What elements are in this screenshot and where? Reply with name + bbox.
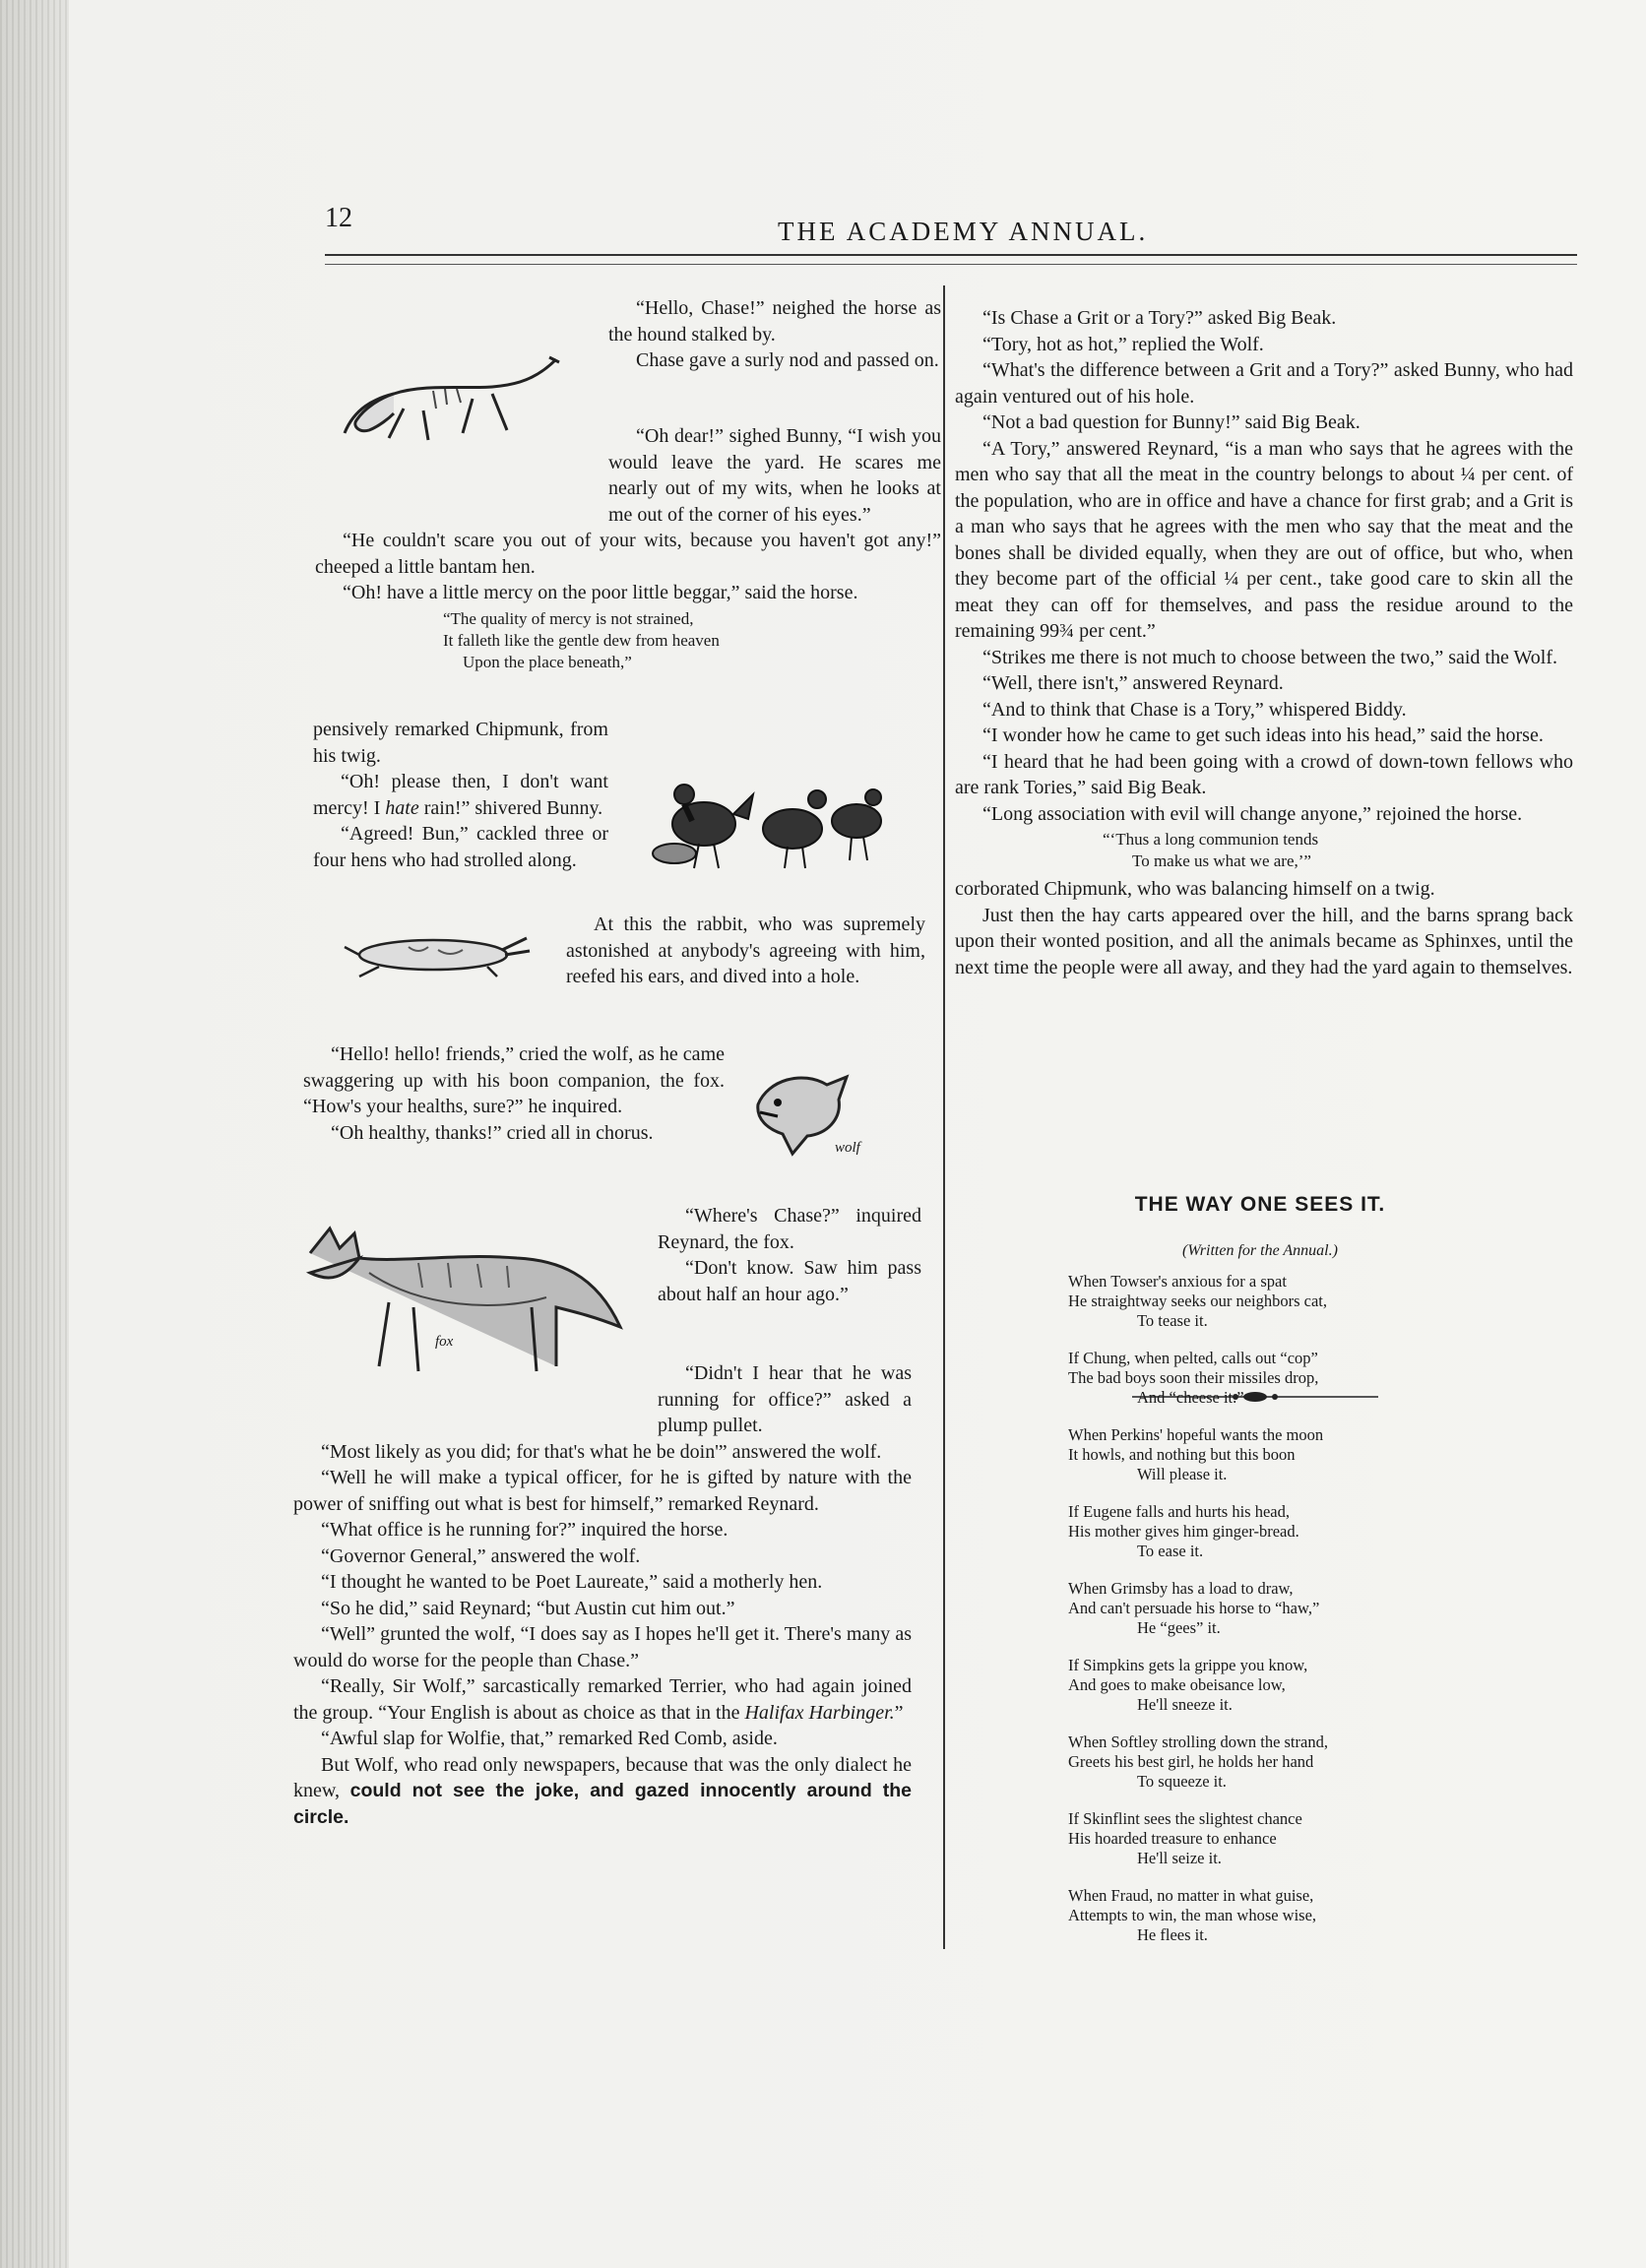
text: But Wolf, who read only newspapers, because that was the only dialect he knew, [293, 1753, 912, 1801]
shakespeare-quote [443, 608, 941, 673]
paragraph: “Not a bad question for Bunny!” said Big Beak. [982, 411, 1361, 433]
text: rain!” shivered Bunny. [418, 796, 603, 819]
paragraph: “Most likely as you did; for that's what he be doin'” answered the wolf. [321, 1440, 882, 1463]
emphasis: Halifax Harbinger. [744, 1701, 895, 1724]
paragraph: “He couldn't scare you out of your wits, because you haven't got any!” cheeped a little bantam hen. [315, 530, 941, 578]
communion-quote [1103, 829, 1573, 872]
right-col-text [955, 305, 1573, 980]
column-divider [943, 285, 945, 1949]
paragraph [313, 769, 608, 821]
poem-line: He'll seize it. [1137, 1849, 1222, 1867]
poem-line: When Grimsby has a load to draw, [1068, 1579, 1294, 1598]
paragraph: “What office is he running for?” inquired the horse. [321, 1519, 728, 1541]
quote-line: “‘Thus a long communion tends [1103, 830, 1319, 849]
paragraph: “Strikes me there is not much to choose between the two,” said the Wolf. [982, 646, 1557, 668]
paragraph: “I thought he wanted to be Poet Laureate,” said a motherly hen. [321, 1571, 823, 1593]
poem-line: If Simpkins gets la grippe you know, [1068, 1656, 1308, 1674]
text-bold: could not see the joke, and gazed innocently around the circle. [293, 1780, 912, 1828]
paragraph: “Didn't I hear that he was running for office?” asked a plump pullet. [658, 1362, 912, 1436]
poem-line: If Skinflint sees the slightest chance [1068, 1809, 1302, 1828]
paragraph: “Well” grunted the wolf, “I does say as I hopes he'll get it. There's many as would do worse for the people than Chase.” [293, 1623, 912, 1671]
poem-stanza [1068, 1656, 1482, 1715]
left-col-text-block-5 [658, 1203, 921, 1307]
paragraph: “What's the difference between a Grit and a Tory?” asked Bunny, who had again ventured out of his hole. [955, 359, 1573, 408]
left-col-text-block-6 [293, 1360, 912, 1830]
poem-line: To tease it. [1137, 1311, 1208, 1330]
quote-line: “The quality of mercy is not strained, [443, 608, 694, 628]
paragraph: “Governor General,” answered the wolf. [321, 1544, 641, 1567]
poem-line: He “gees” it. [1137, 1618, 1221, 1637]
poem-line: His mother gives him ginger-bread. [1068, 1522, 1299, 1541]
poem-line: He straightway seeks our neighbors cat, [1068, 1292, 1328, 1310]
poem-title: THE WAY ONE SEES IT. [1134, 1193, 1386, 1216]
hens-illustration [645, 760, 901, 878]
rabbit-drawing [340, 925, 532, 979]
paragraph: “Agreed! Bun,” cackled three or four hens who had strolled along. [313, 823, 608, 871]
poem-line: When Perkins' hopeful wants the moon [1068, 1425, 1324, 1444]
paragraph: “So he did,” said Reynard; “but Austin cut him out.” [321, 1597, 735, 1619]
paragraph: “Oh healthy, thanks!” cried all in chorus. [331, 1121, 654, 1144]
text: “Really, Sir Wolf,” sarcastically remarked Terrier, who had again joined the group. “Your English is about as choice as that in the [293, 1675, 912, 1724]
paragraph: “I heard that he had been going with a crowd of down-town fellows who are rank Tories,” said Big Beak. [955, 750, 1573, 798]
paragraph: “Oh dear!” sighed Bunny, “I wish you would leave the yard. He scares me nearly out of my wits, when he looks at me out of the corner of his eyes.” [608, 425, 941, 526]
paragraph: “A Tory,” answered Reynard, “is a man who says that he agrees with the men who say that all the meat in the country belongs to about ¼ per cent. of the population, who are in office and have a chance for first grab; and a Grit is a man who says that he agrees with the men who say that the meat and the bones shall be divided equally, when they are out of office, but who, when they become part of the official ¼ per cent., take good care to skin all the meat they can off for themselves, and pass the residue around to the remaining 99¾ per cent.” [955, 437, 1573, 642]
page-number: 12 [325, 203, 352, 233]
paragraph: “Well he will make a typical officer, for he is gifted by nature with the power of sniffing out what is best for himself,” remarked Reynard. [293, 1467, 912, 1515]
poem-stanza [1068, 1886, 1482, 1945]
poem-line: When Fraud, no matter in what guise, [1068, 1886, 1314, 1905]
paragraph: “Oh! have a little mercy on the poor little beggar,” said the horse. [343, 582, 858, 603]
paragraph: At this the rabbit, who was supremely astonished at anybody's agreeing with him, reefed his ears, and dived into a hole. [566, 914, 925, 987]
rabbit-illustration [340, 925, 532, 979]
paragraph [293, 1752, 912, 1831]
poem-line: The bad boys soon their missiles drop, [1068, 1368, 1319, 1387]
left-col-text-block-2 [313, 717, 608, 873]
header-rule-thin [325, 264, 1577, 265]
poem-stanza [1068, 1579, 1482, 1638]
left-col-text-block-3 [566, 912, 925, 990]
quote-line: It falleth like the gentle dew from heaven [443, 630, 720, 650]
poem-stanza [1068, 1349, 1482, 1408]
header-rule [325, 254, 1577, 256]
paragraph: “And to think that Chase is a Tory,” whispered Biddy. [982, 698, 1407, 721]
paragraph: Just then the hay carts appeared over the hill, and the barns sprang back upon their wonted position, and all the animals became as Sphinxes, until the next time the people were all away, and they had the yard again to themselves. [955, 904, 1573, 978]
poem-line: It howls, and nothing but this boon [1068, 1445, 1296, 1464]
text: “Oh! please then, I don't want mercy! I [313, 771, 608, 819]
poem-line: If Chung, when pelted, calls out “cop” [1068, 1349, 1318, 1367]
poem-line: He'll sneeze it. [1137, 1695, 1233, 1714]
poem-line: His hoarded treasure to enhance [1068, 1829, 1277, 1848]
text: ” [894, 1701, 904, 1724]
quote-line: To make us what we are,’” [1132, 851, 1311, 870]
poem-line: When Towser's anxious for a spat [1068, 1272, 1287, 1291]
poem-line: And goes to make obeisance low, [1068, 1675, 1286, 1694]
poem-line: To squeeze it. [1137, 1772, 1227, 1791]
poem-subtitle: (Written for the Annual.) [1182, 1242, 1338, 1259]
paragraph: “I wonder how he came to get such ideas into his head,” said the horse. [982, 724, 1544, 746]
paragraph: “Hello! hello! friends,” cried the wolf, as he came swaggering up with his boon companion, the fox. “How's your healths, sure?” he inquired. [303, 1043, 725, 1117]
poem-stanza [1068, 1272, 1482, 1331]
poem-line: If Eugene falls and hurts his head, [1068, 1502, 1290, 1521]
hens-drawing [645, 760, 901, 878]
poem-line: Greets his best girl, he holds her hand [1068, 1752, 1314, 1771]
poem-line: To ease it. [1137, 1542, 1204, 1560]
poem-line: And “cheese it.” [1137, 1388, 1244, 1407]
poem-stanza [1068, 1732, 1482, 1792]
paragraph [293, 1673, 912, 1726]
left-col-top-right-text [608, 295, 941, 374]
paragraph: “Long association with evil will change anyone,” rejoined the horse. [982, 802, 1523, 825]
poem-line: Attempts to win, the man whose wise, [1068, 1906, 1317, 1924]
paragraph: “Hello, Chase!” neighed the horse as the hound stalked by. [608, 297, 941, 346]
poem-line: Will please it. [1137, 1465, 1228, 1483]
page-edge [0, 0, 69, 2268]
poem-line: And can't persuade his horse to “haw,” [1068, 1599, 1320, 1617]
paragraph: “Is Chase a Grit or a Tory?” asked Big Beak. [982, 307, 1337, 329]
running-title: THE ACADEMY ANNUAL. [778, 217, 1149, 246]
paragraph: “Don't know. Saw him pass about half an hour ago.” [658, 1257, 921, 1305]
paragraph: “Awful slap for Wolfie, that,” remarked Red Comb, aside. [321, 1728, 778, 1749]
left-col-text-block-1 [315, 423, 941, 677]
quote-line: Upon the place beneath,” [463, 652, 632, 671]
emphasis: hate [385, 796, 419, 819]
poem-line: He flees it. [1137, 1925, 1208, 1944]
paragraph: pensively remarked Chipmunk, from his twig. [313, 719, 608, 767]
paragraph: Chase gave a surly nod and passed on. [636, 349, 939, 371]
paragraph: “Well, there isn't,” answered Reynard. [982, 672, 1284, 694]
paragraph: “Where's Chase?” inquired Reynard, the fox. [658, 1205, 921, 1253]
wolf-caption: wolf [835, 1140, 860, 1156]
paragraph: “Tory, hot as hot,” replied the Wolf. [982, 333, 1264, 355]
poem-stanza [1068, 1809, 1482, 1868]
poem-stanza [1068, 1502, 1482, 1561]
poem-body [1068, 1272, 1482, 1963]
poem-line: When Softley strolling down the strand, [1068, 1732, 1328, 1751]
left-col-text-block-4 [303, 1041, 725, 1146]
poem-stanza [1068, 1425, 1482, 1484]
fox-caption: fox [435, 1334, 454, 1350]
paragraph: corborated Chipmunk, who was balancing himself on a twig. [955, 878, 1435, 900]
